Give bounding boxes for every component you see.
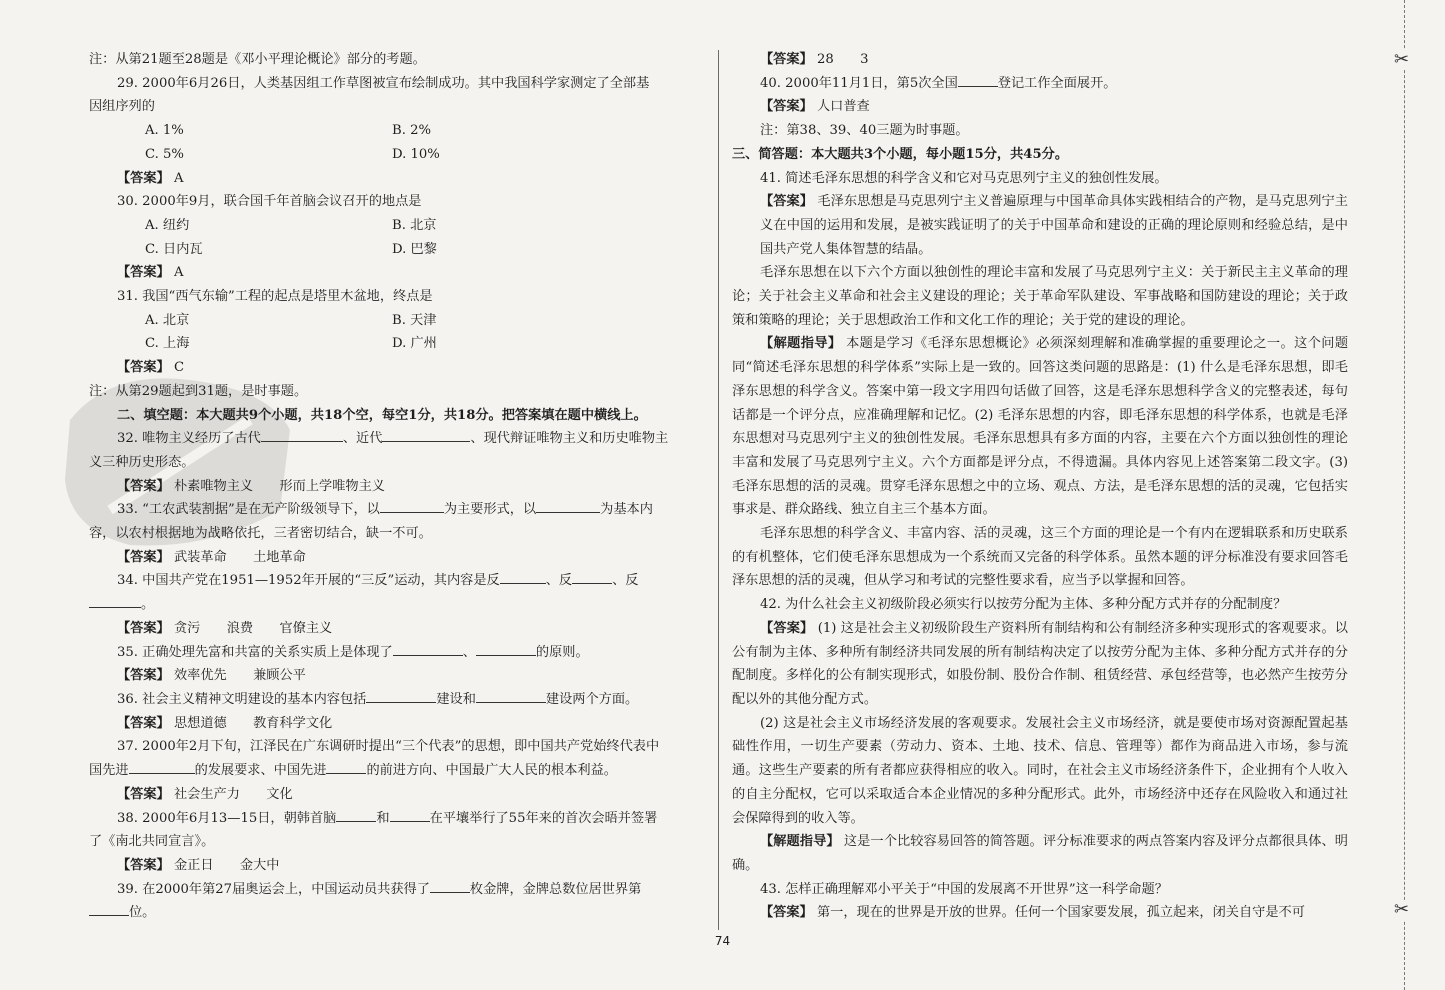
- answer-label: 【答案】: [117, 549, 170, 565]
- answer-label: 【答案】: [117, 715, 170, 731]
- answer-37: [89, 783, 707, 807]
- option-b: B. 天津: [392, 312, 437, 328]
- cut-line: [1404, 0, 1405, 990]
- guide-text: 这是一个比较容易回答的简答题。评分标准要求的两点答案内容及评分点都很具体、明确。: [732, 834, 1348, 873]
- answer-blank: [129, 760, 195, 774]
- answer-31: [89, 356, 707, 380]
- question-text: 国先进: [89, 763, 129, 779]
- answer-blank: [476, 642, 536, 656]
- answer-value: 社会生产力 文化: [173, 786, 293, 802]
- answer-35: [89, 664, 707, 688]
- question-40: [732, 72, 1348, 96]
- answer-text: (1) 这是社会主义初级阶段生产资料所有制结构和公有制经济多种实现形式的客观要求。以公有制为主体、多种所有制经济共同发展的所有制结构决定了以按劳分配为主体、多种分配方式并存的分配制度。多样化的公有制实现形式，如股份制、股份合作制、租赁经营、承包经营等，也必然产生按劳分配以外的其他分配方式。: [732, 620, 1348, 707]
- option-c: C. 日内瓦: [145, 241, 203, 257]
- question-text: 枚金牌，金牌总数位居世界第: [469, 881, 642, 897]
- question-35: [89, 641, 707, 665]
- question-39-line2: [89, 901, 707, 925]
- answer-32: [89, 475, 707, 499]
- answer-value: C: [173, 360, 185, 376]
- question-33-line1: [89, 498, 707, 522]
- question-text: 32. 唯物主义经历了古代: [117, 431, 261, 447]
- answer-value: 效率优先 兼顾公平: [173, 668, 306, 684]
- answer-label: 【答案】: [117, 668, 170, 684]
- answer-text: 第一，现在的世界是开放的世界。任何一个国家要发展，孤立起来，闭关自守是不可: [816, 905, 1305, 921]
- option-a: A. 纽约: [145, 217, 190, 233]
- answer-blank: [393, 642, 463, 656]
- question-text: 为主要形式，以: [443, 502, 537, 518]
- question-text: 位。: [129, 905, 156, 921]
- question-34-line1: [89, 569, 707, 593]
- answer-33: [89, 546, 707, 570]
- question-29-options-row1: [89, 119, 707, 143]
- option-b: B. 2%: [392, 123, 431, 139]
- answer-label: 【答案】: [117, 265, 170, 281]
- question-30-options-row1: [89, 214, 707, 238]
- guide-label: 【解题指导】: [760, 336, 842, 352]
- guide-text: 本题是学习《毛泽东思想概论》必须深刻理解和准确掌握的重要理论之一。这个问题同“简述毛泽东思想的科学体系”实际上是一致的。回答这类问题的思路是：(1) 什么是毛泽东思想，即毛泽东思想的科学含义。答案中第一段文字用四句话做了回答，这是毛泽东思想科学含义的完整表述，每句话都是一个评分点，应准确理解和记忆。(2) 毛泽东思想的内容，即毛泽东思想的科学体系，也就是毛泽东思想对马克思列宁主义的独创性发展。毛泽东思想具有多方面的内容，主要在六个方面以独创性的理论丰富和发展了马克思列宁主义。六个方面都是评分点，不得遗漏。具体内容见上述答案第二段文字。(3) 毛泽东思想的活的灵魂。贯穿毛泽东思想之中的立场、观点、方法，是毛泽东思想的活的灵魂，它包括实事求是、群众路线、独立自主三个基本方面。: [732, 336, 1349, 518]
- question-text: 、现代辩证唯物主义和历史唯物主: [470, 431, 669, 447]
- question-text: 40. 2000年11月1日，第5次全国: [760, 75, 958, 91]
- answer-blank: [336, 808, 376, 822]
- answer-label: 【答案】: [117, 857, 170, 873]
- answer-blank: [958, 73, 998, 87]
- answer-blank: [500, 570, 546, 584]
- question-30: 30. 2000年9月，联合国千年首脑会议召开的地点是: [117, 194, 422, 210]
- answer-41-paragraph-1: [732, 190, 1348, 261]
- answer-label: 【答案】: [760, 194, 814, 210]
- answer-label: 【答案】: [117, 620, 170, 636]
- page-number: 74: [714, 934, 731, 948]
- question-31-options-row2: [89, 332, 707, 356]
- question-31-options-row1: [89, 309, 707, 333]
- answer-value: 武装革命 土地革命: [173, 549, 306, 565]
- question-37-line1: 37. 2000年2月下旬，江泽民在广东调研时提出“三个代表”的思想，即中国共产党始终代表中: [117, 739, 660, 755]
- answer-blank: [476, 689, 546, 703]
- question-text: 的原则。: [535, 644, 589, 660]
- answer-value: 思想道德 教育科学文化: [173, 715, 333, 731]
- answer-value: A: [173, 170, 184, 186]
- question-text: 建设两个方面。: [545, 691, 639, 707]
- answer-36: [89, 712, 707, 736]
- option-c: C. 5%: [145, 146, 184, 162]
- option-a: A. 北京: [145, 312, 190, 328]
- answer-blank: [261, 428, 343, 442]
- option-d: D. 巴黎: [392, 241, 437, 257]
- answer-blank: [572, 570, 612, 584]
- question-text: 、近代: [342, 431, 383, 447]
- scissors-icon: ✂: [1394, 49, 1410, 70]
- section-3-heading: 三、简答题：本大题共3个小题，每小题15分，共45分。: [732, 146, 1069, 162]
- answer-blank: [536, 499, 600, 513]
- answer-40: [732, 95, 1348, 119]
- question-text: 建设和: [436, 691, 476, 707]
- question-38-line1: [89, 807, 707, 831]
- question-text: 、: [462, 644, 476, 660]
- answer-value: 金正日 金大中: [173, 857, 280, 873]
- question-31: 31. 我国“西气东输”工程的起点是塔里木盆地，终点是: [117, 289, 433, 305]
- option-d: D. 广州: [392, 336, 437, 352]
- question-text: 在平壤举行了55年来的首次会晤并签署: [429, 810, 658, 826]
- answer-43: [732, 901, 1348, 925]
- question-29-line1: 29. 2000年6月26日，人类基因组工作草图被宣布绘制成功。其中我国科学家测定了全部基: [117, 75, 650, 91]
- question-text: 、反: [545, 573, 573, 589]
- answer-38: [89, 854, 707, 878]
- answer-value: 贪污 浪费 官僚主义: [173, 620, 333, 636]
- guide-41-paragraph-2: 毛泽东思想的科学含义、丰富内容、活的灵魂，这三个方面的理论是一个有内在逻辑联系和历史联系的有机整体，它们使毛泽东思想成为一个系统而又完备的科学体系。虽然本题的评分标准没有要求回答毛泽东思想的活的灵魂，但从学习和考试的完整性要求看，应当予以掌握和回答。: [732, 526, 1348, 589]
- answer-blank: [430, 879, 470, 893]
- answer-label: 【答案】: [760, 620, 814, 636]
- guide-label: 【解题指导】: [760, 834, 840, 850]
- left-column: [89, 48, 707, 925]
- answer-label: 【答案】: [117, 478, 170, 494]
- answer-blank: [390, 808, 430, 822]
- answer-34: [89, 617, 707, 641]
- note-29-31: 注：从第29题起到31题，是时事题。: [89, 383, 308, 399]
- question-text: 。: [141, 597, 155, 613]
- answer-label: 【答案】: [117, 360, 170, 376]
- answer-30: [89, 261, 707, 285]
- answer-42-paragraph-1: [732, 617, 1348, 712]
- column-divider: [718, 50, 719, 930]
- question-text: 的前进方向、中国最广大人民的根本利益。: [366, 763, 617, 779]
- question-text: 35. 正确处理先富和共富的关系实质上是体现了: [117, 644, 393, 660]
- question-30-options-row2: [89, 238, 707, 262]
- answer-41-paragraph-2: 毛泽东思想在以下六个方面以独创性的理论丰富和发展了马克思列宁主义：关于新民主主义革命的理论；关于社会主义革命和社会主义建设的理论；关于革命军队建设、军事战略和国防建设的理论；关于政策和策略的理论；关于思想政治工作和文化工作的理论；关于党的建设的理论。: [732, 265, 1348, 328]
- question-text: 38. 2000年6月13—15日，朝韩首脑: [117, 810, 337, 826]
- question-29-options-row2: [89, 143, 707, 167]
- scissors-icon: ✂: [1394, 899, 1410, 920]
- question-text: 36. 社会主义精神文明建设的基本内容包括: [117, 691, 367, 707]
- answer-value: 朴素唯物主义 形而上学唯物主义: [173, 478, 385, 494]
- question-text: 39. 在2000年第27届奥运会上，中国运动员共获得了: [117, 881, 430, 897]
- answer-blank: [89, 902, 129, 916]
- answer-39: [732, 48, 1348, 72]
- answer-blank: [326, 760, 366, 774]
- question-37-line2: [89, 759, 707, 783]
- question-33-line2: 容，以农村根据地为战略依托，三者密切结合，缺一不可。: [89, 526, 432, 542]
- answer-value: A: [173, 265, 184, 281]
- option-c: C. 上海: [145, 336, 190, 352]
- question-32-line2: 义三种历史形态。: [89, 454, 195, 470]
- question-39-line1: [89, 878, 707, 902]
- note-38-40: 注：第38、39、40三题为时事题。: [760, 123, 969, 139]
- answer-blank: [89, 594, 141, 608]
- question-32-line1: [89, 427, 707, 451]
- question-38-line2: 了《南北共同宣言》。: [89, 834, 215, 850]
- note-21-28: 注：从第21题至28题是《邓小平理论概论》部分的考题。: [89, 52, 426, 67]
- answer-label: 【答案】: [117, 786, 170, 802]
- question-text: 和: [376, 810, 390, 826]
- question-text: 为基本内: [600, 502, 653, 518]
- question-text: 33. “工农武装割据”是在无产阶级领导下，以: [117, 502, 380, 518]
- question-text: 34. 中国共产党在1951—1952年开展的“三反”运动，其内容是反: [117, 573, 500, 589]
- answer-label: 【答案】: [760, 99, 813, 115]
- question-29-line2: 因组序列的: [89, 99, 155, 115]
- question-34-line2: [89, 593, 707, 617]
- answer-42-paragraph-2: (2) 这是社会主义市场经济发展的客观要求。发展社会主义市场经济，就是要使市场对资源配置起基础性作用，一切生产要素（劳动力、资本、土地、技术、信息、管理等）都作为商品进入市场，参与流通。这些生产要素的所有者都应获得相应的收入。同时，在社会主义市场经济条件下，企业拥有个人收入的自主分配权，它可以采取适合本企业情况的多种分配形式。此外，市场经济中还存在风险收入和通过社会保障得到的收入等。: [732, 715, 1348, 826]
- guide-41-paragraph-1: [732, 332, 1348, 522]
- option-d: D. 10%: [392, 146, 440, 162]
- question-42: 42. 为什么社会主义初级阶段必须实行以按劳分配为主体、多种分配方式并存的分配制度？: [760, 597, 1287, 613]
- answer-value: 28 3: [816, 52, 869, 67]
- option-b: B. 北京: [392, 217, 437, 233]
- answer-label: 【答案】: [760, 905, 813, 921]
- answer-blank: [366, 689, 436, 703]
- answer-blank: [380, 499, 444, 513]
- answer-value: 人口普查: [816, 99, 870, 115]
- answer-29: [89, 167, 707, 191]
- option-a: A. 1%: [145, 123, 184, 139]
- answer-label: 【答案】: [117, 170, 170, 186]
- question-41: 41. 简述毛泽东思想的科学含义和它对马克思列宁主义的独创性发展。: [760, 170, 1168, 186]
- question-text: 登记工作全面展开。: [997, 75, 1117, 91]
- question-43: 43. 怎样正确理解邓小平关于“中国的发展离不开世界”这一科学命题？: [760, 881, 1168, 897]
- right-column: [732, 48, 1348, 925]
- answer-label: 【答案】: [760, 52, 813, 67]
- question-36: [89, 688, 707, 712]
- answer-blank: [382, 428, 470, 442]
- guide-42: [732, 830, 1348, 877]
- section-2-heading: 二、填空题：本大题共9个小题，共18个空，每空1分，共18分。把答案填在题中横线上。: [117, 407, 647, 423]
- answer-text: 毛泽东思想是马克思列宁主义普遍原理与中国革命具体实践相结合的产物，是马克思列宁主义在中国的运用和发展，是被实践证明了的关于中国革命和建设的正确的理论原则和经验总结，是中国共产党人集体智慧的结晶。: [760, 194, 1348, 257]
- question-text: 的发展要求、中国先进: [194, 763, 327, 779]
- question-text: 、反: [612, 573, 639, 589]
